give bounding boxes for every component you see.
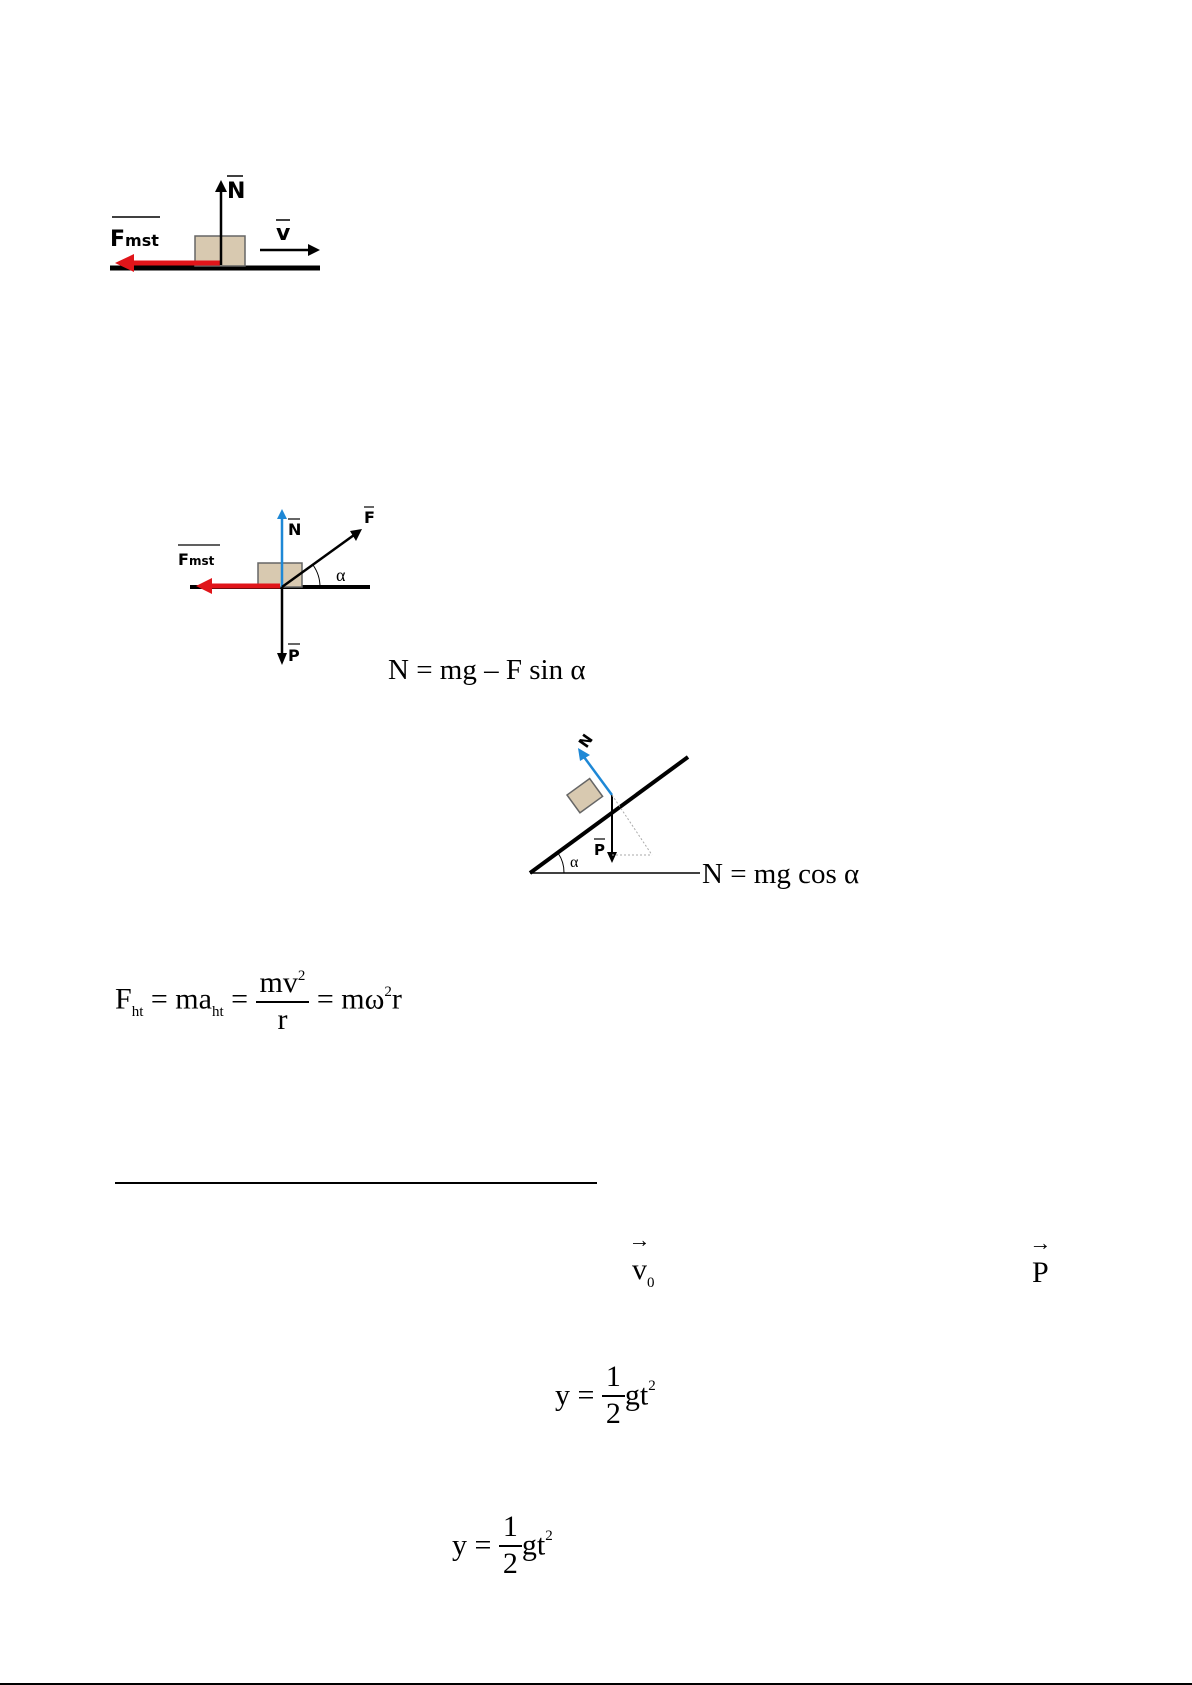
weight-arrow-head (607, 852, 617, 863)
angle-arc (313, 565, 320, 587)
equation-centripetal: $F_{ht} = ma_{ht}$ = $\frac{mv^2}{r}$ = $m\omega^2r$ (115, 966, 402, 1036)
block (258, 563, 302, 587)
equation-normal-horizontal: N = mg – F sin α (388, 654, 586, 686)
centripetal-fraction: $\frac{mv^2}{r}$ (256, 968, 310, 1035)
figure-pulled-block (170, 495, 410, 685)
force-arrow-head (350, 529, 362, 541)
alpha-label: α (570, 854, 579, 871)
weight-arrow-head (277, 653, 287, 665)
vector-v0: → $v_0$ (632, 1255, 655, 1285)
vector-p: → P (1032, 1258, 1049, 1288)
force-label: F (364, 508, 375, 527)
alpha-label: α (336, 565, 346, 585)
block (567, 779, 603, 813)
equation-y-2: y = $\frac{1}{2}$ $gt^2$ (452, 1510, 553, 1580)
friction-label: Fmst (178, 550, 215, 569)
normal-arrow-head (277, 509, 287, 519)
normal-arrow-head (215, 180, 227, 192)
figure-horizontal-friction (100, 170, 360, 290)
equation-y-1: y = $\frac{1}{2}$ $gt^2$ (555, 1360, 656, 1430)
equation-normal-incline: N = mg cos α (702, 858, 860, 890)
velocity-label: v (276, 221, 291, 246)
velocity-arrow-head (308, 244, 320, 256)
friction-label: Fmst (110, 227, 159, 252)
normal-label: N (288, 520, 302, 539)
weight-label: P (594, 841, 605, 859)
weight-label: P (288, 646, 300, 665)
guide-dotted-1 (612, 795, 652, 855)
angle-arc (558, 853, 564, 873)
friction-arrow-head (196, 578, 212, 594)
normal-label: N (574, 730, 597, 752)
section-underline (115, 1182, 597, 1184)
figure-inclined-plane (520, 705, 700, 885)
normal-label: N (227, 179, 246, 204)
